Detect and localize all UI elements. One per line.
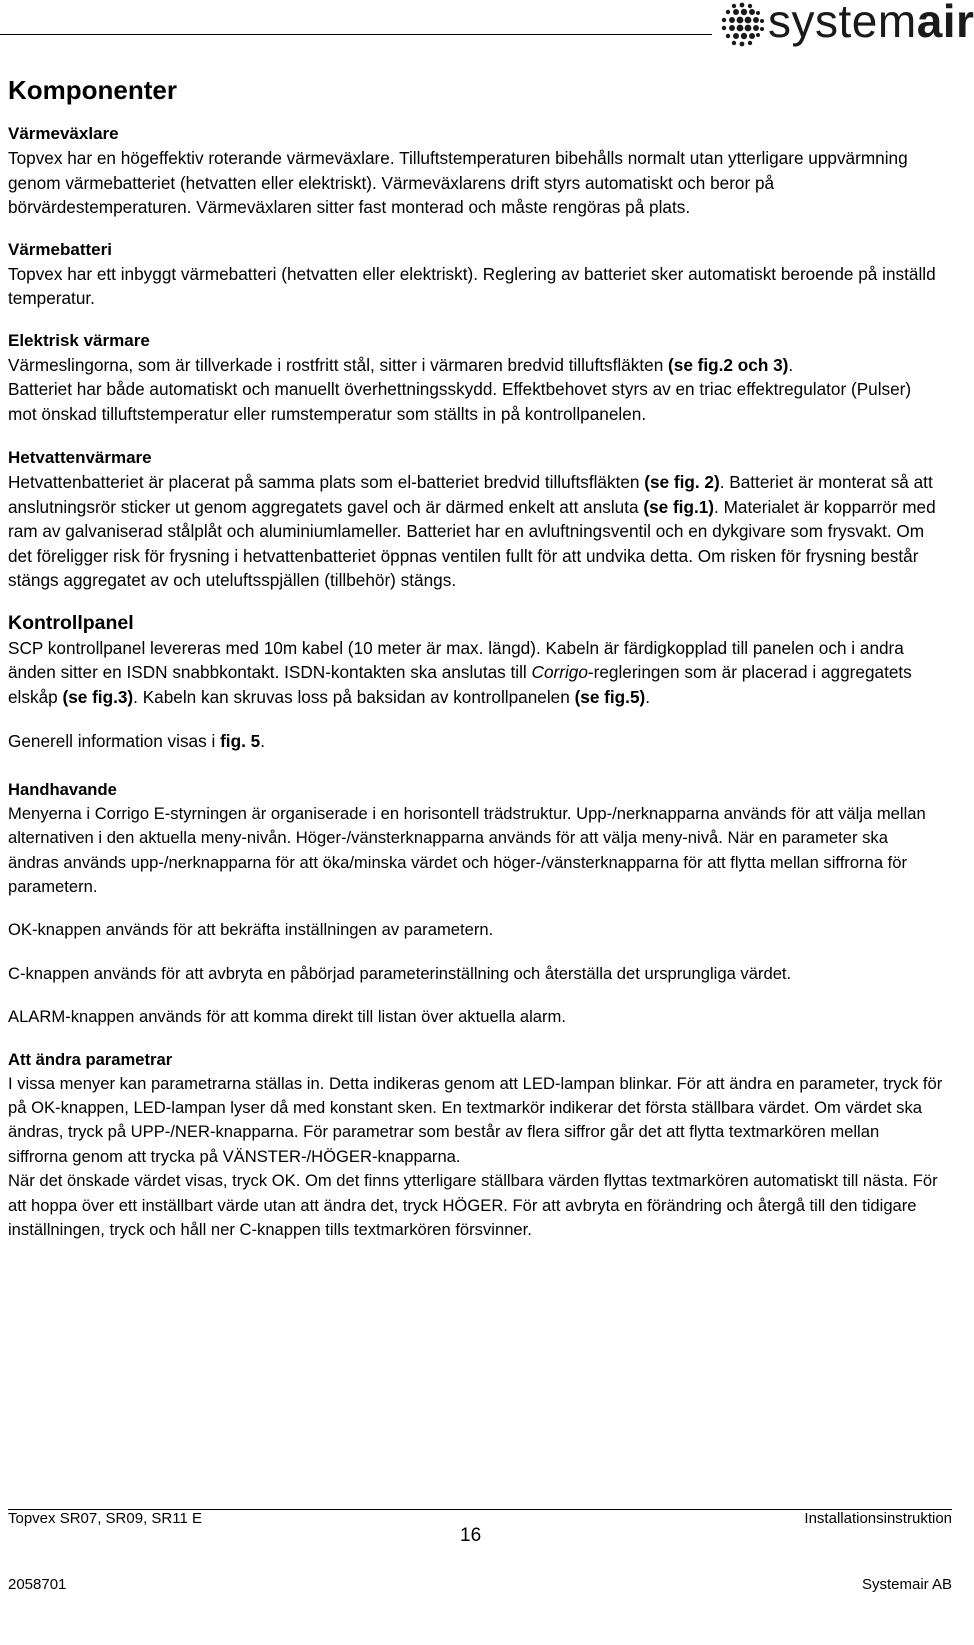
figure-reference: fig. 5	[220, 731, 261, 752]
footer-doc-type: Installationsinstruktion	[804, 1510, 952, 1527]
section-title: Kontrollpanel	[8, 611, 134, 634]
figure-reference: (se fig.5)	[574, 686, 646, 707]
text-run: Värmeslingorna, som är tillverkade i rostfritt stål, sitter i värmaren bredvid tilluftsfläkten	[8, 354, 669, 375]
section-change-parameters	[8, 1048, 943, 1243]
page-number: 16	[460, 1525, 482, 1546]
text-run: SCP kontrollpanel levereras med 10m kabel (10 meter är max. längd). Kabeln är färdigkopplad till panelen och i andra änden sitter en ISDN snabbkontakt. ISDN-kontakten ska anslutas till	[8, 637, 904, 683]
footer-company: Systemair AB	[861, 1576, 952, 1593]
section-text: Topvex har ett inbyggt värmebatteri (hetvatten eller elektriskt). Reglering av batteriet sker automatiskt beroende på inställd temperatur.	[8, 263, 936, 309]
section-text: När det önskade värdet visas, tryck OK. Om det finns ytterligare ställbara värden flyttas textmarkören automatiskt till nästa. För att hoppa över ett inställbart värde utan att ändra det, tryck HÖGER. För att avbryta en förändring och återgå till den tidigare inställningen, tryck och håll ner C-knappen tills textmarkören försvinner.	[8, 1171, 938, 1239]
page-title: Komponenter	[8, 75, 177, 105]
section-text: Topvex har en högeffektiv roterande värmeväxlare. Tilluftstemperaturen bibehålls normalt utan ytterligare uppvärmning genom värmebatteriet (hetvatten eller elektriskt). Värmeväxlarens drift styrs automatiskt och beror på börvärdestemperaturen. Värmeväxlaren sitter fast monterad och måste rengöras på plats.	[8, 148, 908, 218]
section-control-panel	[8, 610, 943, 754]
section-heat-exchanger	[8, 122, 943, 220]
footer-product: Topvex SR07, SR09, SR11 E	[8, 1510, 202, 1527]
header-rule	[0, 34, 712, 35]
section-text	[8, 353, 943, 378]
figure-reference: (se fig.3)	[62, 686, 134, 707]
text-run: Hetvattenbatteriet är placerat på samma plats som el-batteriet bredvid tilluftsfläkten	[8, 472, 645, 493]
section-text: OK-knappen används för att bekräfta inställningen av parametern.	[8, 920, 494, 940]
logo-text-light: system	[768, 0, 917, 47]
text-run: . Materialet är kopparrör med ram av galvaniserad stålplåt och aluminiumlameller. Batteriet har en avluftningsventil och en dykgivare som frysvakt. Om det föreligger risk för frysning i hetvattenbatteriet öppnas ventilen fullt för att undvika detta. Om risken för frysning består stängs aggregatet av och uteluftsspjällen (tillbehör) stängs.	[8, 496, 936, 591]
section-title: Handhavande	[8, 779, 117, 799]
section-text: Menyerna i Corrigo E-styrningen är organiserade i en horisontell trädstruktur. Upp-/nerknapparna används för att välja mellan alternativen i den aktuella meny-nivån. Höger-/vänsterknapparna används för att välja meny-nivå. När en parameter ska ändras används upp-/nerknapparna för att öka/minska värdet och höger-/vänsterknapparna för att flytta mellan siffrorna för parametern.	[8, 803, 926, 896]
section-title: Hetvattenvärmare	[8, 448, 152, 468]
text-run: .	[645, 686, 651, 707]
section-text: I vissa menyer kan parametrarna ställas in. Detta indikeras genom att LED-lampan blinkar. För att ändra en parameter, tryck för på OK-knappen, LED-lampan lyser då med konstant sken. En textmarkör indikerar det första ställbara värdet. Om värdet ska ändras, tryck på UPP-/NER-knapparna. För parametrar som består av flera siffror går det att flytta textmarkören mellan siffrorna genom att trycka på VÄNSTER-/HÖGER-knapparna.	[8, 1073, 943, 1166]
text-run: .	[260, 731, 265, 752]
section-title: Värmeväxlare	[8, 124, 119, 144]
section-text	[8, 470, 943, 593]
section-hot-water-heater	[8, 446, 943, 593]
figure-reference: (se fig.1)	[643, 496, 715, 517]
logo-text-bold: air	[916, 0, 974, 47]
text-run: .	[788, 354, 794, 375]
section-text: Batteriet har både automatiskt och manuellt överhettningsskydd. Effektbehovet styrs av en triac effektregulator (Pulser) mot önskad tilluftstemperatur eller rumstemperatur som ställts in på kontrollpanelen.	[8, 379, 912, 424]
section-text: ALARM-knappen används för att komma direkt till listan över aktuella alarm.	[8, 1007, 566, 1027]
section-text: C-knappen används för att avbryta en påbörjad parameterinställning och återställa det ursprungliga värdet.	[8, 963, 792, 983]
figure-reference: (se fig. 2)	[644, 472, 720, 493]
section-handling	[8, 778, 943, 1030]
figure-reference: (se fig.2 och 3)	[668, 354, 789, 375]
section-title: Elektrisk värmare	[8, 330, 150, 350]
section-electric-heater	[8, 329, 943, 427]
text-run: . Batteriet är monterat så att anslutningsrör sticker ut genom aggregatets gavel och är därmed enkelt att ansluta	[8, 472, 933, 517]
section-title: Värmebatteri	[8, 239, 112, 259]
section-heating-battery	[8, 238, 943, 311]
text-run: Generell information visas i	[8, 731, 221, 752]
logo-wordmark	[768, 0, 974, 48]
section-text	[8, 636, 943, 710]
italic-term: Corrigo	[531, 662, 588, 683]
text-run: -regleringen som är placerad i aggregatets elskåp	[8, 662, 912, 707]
footer-doc-number: 2058701	[8, 1576, 67, 1593]
text-run: . Kabeln kan skruvas loss på baksidan av kontrollpanelen	[133, 686, 575, 707]
section-text	[8, 729, 943, 754]
main-content	[8, 75, 943, 1260]
section-title: Att ändra parametrar	[8, 1049, 173, 1069]
